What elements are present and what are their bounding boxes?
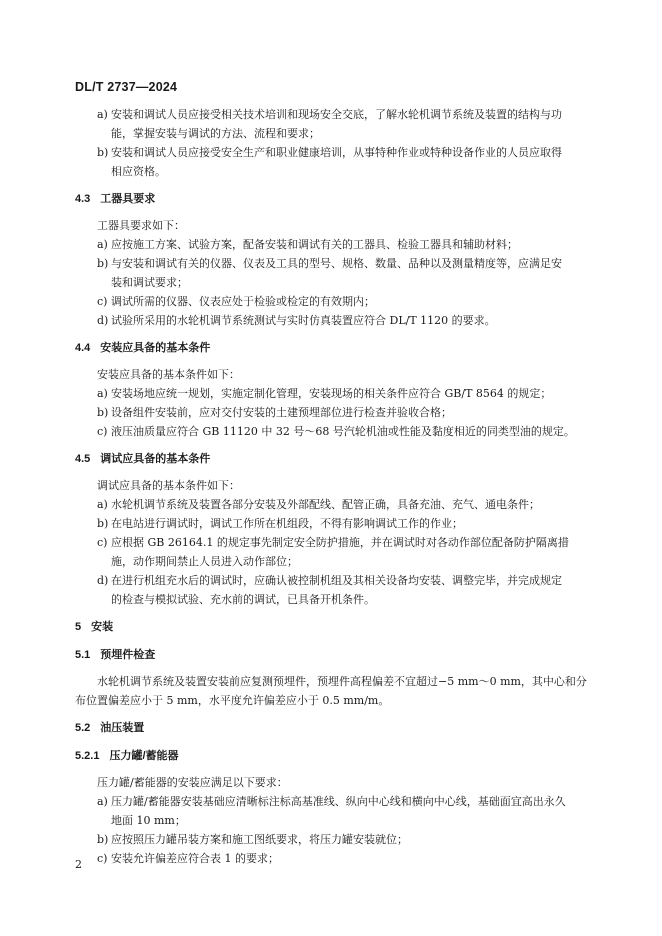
list-marker: c) bbox=[97, 852, 108, 865]
list-marker: a) bbox=[97, 498, 108, 511]
chapter-title: 安装 bbox=[91, 621, 114, 633]
section-title: 油压装置 bbox=[100, 722, 145, 734]
subsection-title: 压力罐/蓄能器 bbox=[109, 750, 179, 762]
section-title: 预埋件检查 bbox=[100, 649, 156, 661]
paragraph: 安装应具备的基本条件如下： bbox=[97, 368, 240, 381]
list-text-line: 试验所采用的水轮机调节系统测试与实时仿真装置应符合 DL/T 1120 的要求。 bbox=[111, 314, 496, 327]
paragraph: 工器具要求如下： bbox=[97, 219, 185, 232]
list-item bbox=[75, 422, 605, 441]
list-marker: c) bbox=[97, 425, 108, 438]
subsection-heading bbox=[75, 747, 605, 766]
paragraph-line: 水轮机调节系统及装置安装前应复测预埋件，预埋件高程偏差不宜超过−5 mm～0 mm，其中心和分 bbox=[97, 675, 587, 688]
list-marker: b) bbox=[97, 146, 109, 159]
list-item bbox=[75, 571, 605, 609]
list-marker: b) bbox=[97, 517, 109, 530]
list-text-line: 的检查与模拟试验、充水前的调试，已具备开机条件。 bbox=[111, 593, 375, 606]
list-item bbox=[75, 514, 605, 533]
section-heading bbox=[75, 719, 605, 738]
chapter-heading bbox=[75, 618, 605, 637]
section-number: 4.4 bbox=[75, 342, 91, 354]
list-text-line: 能，掌握安装与调试的方法、流程和要求； bbox=[111, 127, 320, 140]
page-number: 2 bbox=[75, 858, 82, 871]
section-number: 5.2 bbox=[75, 722, 91, 734]
list-text-line: 施，动作期间禁止人员进入动作部位； bbox=[111, 555, 298, 568]
section-title: 调试应具备的基本条件 bbox=[100, 453, 211, 465]
list-text-line: 安装场地应统一规划，实施定制化管理，安装现场的相关条件应符合 GB/T 8564 的规定； bbox=[111, 387, 552, 400]
list-item bbox=[75, 849, 605, 868]
list-item bbox=[75, 235, 605, 254]
list-item bbox=[75, 311, 605, 330]
list-text-line: 安装和调试人员应接受安全生产和职业健康培训，从事特种作业或特种设备作业的人员应取得 bbox=[111, 146, 562, 159]
list-text-line: 水轮机调节系统及装置各部分安装及外部配线、配管正确，具备充油、充气、通电条件； bbox=[111, 498, 540, 511]
list-marker: b) bbox=[97, 833, 109, 846]
list-item bbox=[75, 792, 605, 830]
subsection-number: 5.2.1 bbox=[75, 750, 100, 762]
list-item bbox=[75, 495, 605, 514]
list-text-line: 调试所需的仪器、仪表应处于检验或检定的有效期内； bbox=[111, 295, 375, 308]
section-number: 4.5 bbox=[75, 453, 91, 465]
list-text-line: 应按照压力罐吊装方案和施工图纸要求，将压力罐安装就位； bbox=[111, 833, 408, 846]
list-text-line: 应根据 GB 26164.1 的规定事先制定安全防护措施，并在调试时对各动作部位配备防护隔离措 bbox=[111, 536, 569, 549]
list-item bbox=[75, 143, 605, 181]
list-item bbox=[75, 403, 605, 422]
list-text-line: 安装和调试人员应接受相关技术培训和现场安全交底，了解水轮机调节系统及装置的结构与功 bbox=[111, 108, 562, 121]
list-text-line: 在进行机组充水后的调试时，应确认被控制机组及其相关设备均安装、调整完毕，并完成规定 bbox=[111, 574, 562, 587]
section-heading bbox=[75, 190, 605, 209]
list-marker: a) bbox=[97, 238, 108, 251]
list-text-line: 在电站进行调试时，调试工作所在机组段，不得有影响调试工作的作业； bbox=[111, 517, 463, 530]
list-marker: d) bbox=[97, 574, 109, 587]
section-number: 4.3 bbox=[75, 193, 91, 205]
list-marker: a) bbox=[97, 795, 108, 808]
paragraph-line: 布位置偏差应小于 5 mm，水平度允许偏差应小于 0.5 mm/m。 bbox=[75, 694, 390, 707]
list-marker: d) bbox=[97, 314, 109, 327]
list-text-line: 安装允许偏差应符合表 1 的要求； bbox=[111, 852, 279, 865]
section-title: 工器具要求 bbox=[100, 193, 156, 205]
list-item bbox=[75, 533, 605, 571]
list-text-line: 与安装和调试有关的仪器、仪表及工具的型号、规格、数量、品种以及测量精度等，应满足安 bbox=[111, 257, 562, 270]
list-text-line: 地面 10 mm； bbox=[111, 814, 186, 827]
section-number: 5.1 bbox=[75, 649, 91, 661]
list-marker: a) bbox=[97, 108, 108, 121]
paragraph: 调试应具备的基本条件如下： bbox=[97, 479, 240, 492]
list-text-line: 设备组件安装前，应对交付安装的土建预埋部位进行检查并验收合格； bbox=[111, 406, 452, 419]
list-item bbox=[75, 292, 605, 311]
section-heading bbox=[75, 450, 605, 469]
list-marker: b) bbox=[97, 406, 109, 419]
list-marker: c) bbox=[97, 295, 108, 308]
list-marker: b) bbox=[97, 257, 109, 270]
chapter-number: 5 bbox=[75, 621, 82, 633]
list-marker: c) bbox=[97, 536, 108, 549]
section-heading bbox=[75, 646, 605, 665]
list-item bbox=[75, 254, 605, 292]
paragraph: 压力罐/蓄能器的安装应满足以下要求： bbox=[97, 776, 288, 789]
list-text-line: 应按施工方案、试验方案，配备安装和调试有关的工器具、检验工器具和辅助材料； bbox=[111, 238, 518, 251]
document-body bbox=[75, 105, 605, 868]
standard-code: DL/T 2737—2024 bbox=[75, 80, 178, 94]
section-title: 安装应具备的基本条件 bbox=[100, 342, 211, 354]
list-marker: a) bbox=[97, 387, 108, 400]
list-item bbox=[75, 830, 605, 849]
list-item bbox=[75, 105, 605, 143]
list-text-line: 液压油质量应符合 GB 11120 中 32 号～68 号汽轮机油或性能及黏度相近的同类型油的规定。 bbox=[111, 425, 575, 438]
list-text-line: 压力罐/蓄能器安装基础应清晰标注标高基准线、纵向中心线和横向中心线，基础面宜高出永久 bbox=[111, 795, 566, 808]
list-text-line: 装和调试要求； bbox=[111, 276, 188, 289]
section-heading bbox=[75, 339, 605, 358]
list-item bbox=[75, 384, 605, 403]
list-text-line: 相应资格。 bbox=[111, 165, 166, 178]
